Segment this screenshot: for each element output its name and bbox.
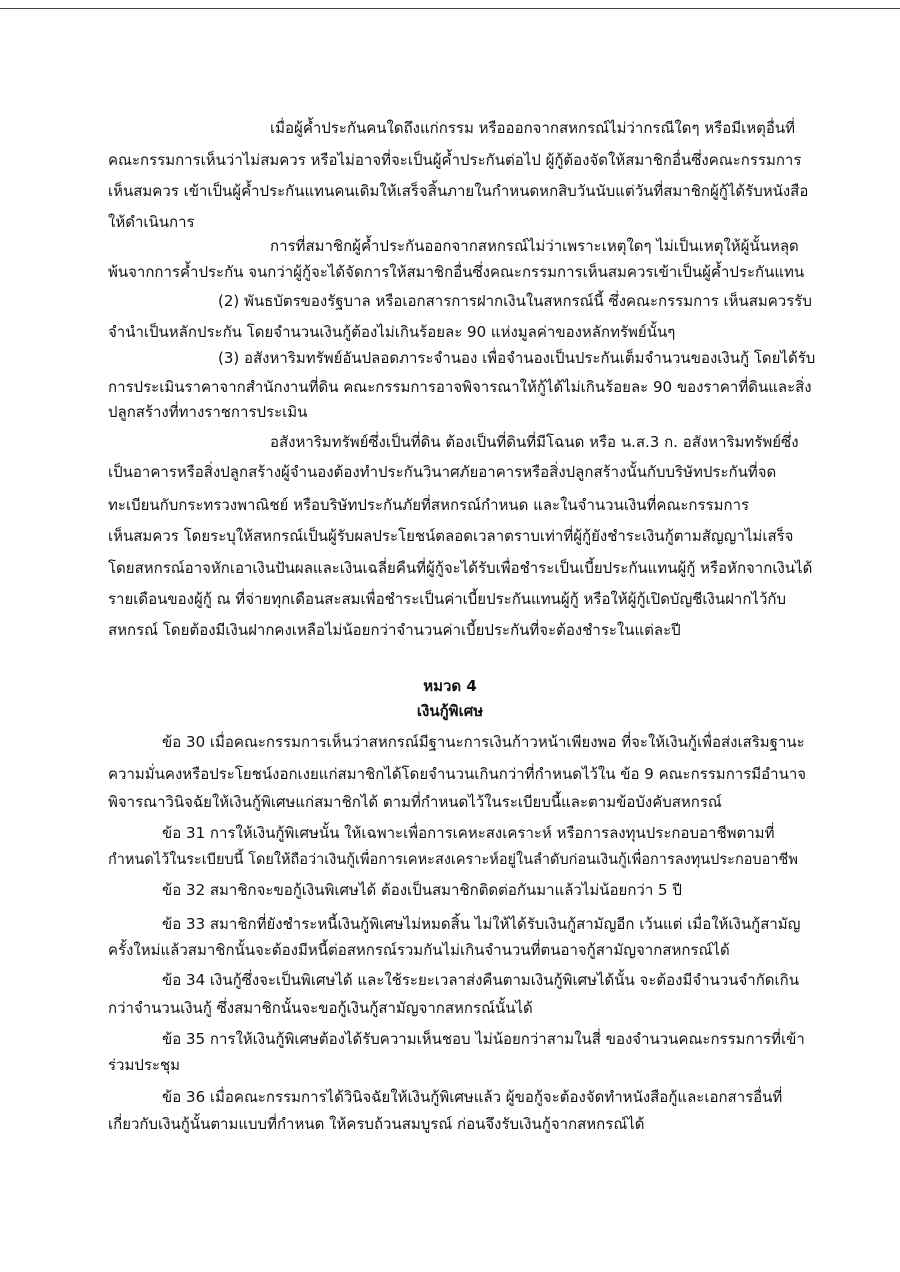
chapter-subtitle: เงินกู้พิเศษ bbox=[416, 702, 484, 720]
clause-36-line: ข้อ 36 เมื่อคณะกรรมการได้วินิจฉัยให้เงินกู้พิเศษแล้ว ผู้ขอกู้จะต้องจัดทำหนังสือกู้และเอกสารอื่นที่ bbox=[162, 1088, 783, 1106]
list-item-line: การประเมินราคาจากสำนักงานที่ดิน คณะกรรมการอาจพิจารณาให้กู้ได้ไม่เกินร้อยละ 90 ของราคาที่ดินและสิ่ง bbox=[108, 378, 812, 396]
clause-36-line: เกี่ยวกับเงินกู้นั้นตามแบบที่กำหนด ให้ครบถ้วนสมบูรณ์ ก่อนจึงรับเงินกู้จากสหกรณ์ได้ bbox=[108, 1115, 645, 1133]
body-text-line: เห็นสมควร โดยระบุให้สหกรณ์เป็นผู้รับผลประโยชน์ตลอดเวลาตราบเท่าที่ผู้กู้ยังชำระเงินกู้ตามสัญญาไม่เสร็จ bbox=[108, 527, 794, 545]
clause-34-line: ข้อ 34 เงินกู้ซึ่งจะเป็นพิเศษได้ และใช้ระยะเวลาส่งคืนตามเงินกู้พิเศษได้นั้น จะต้องมีจำนวนจำกัดเกิน bbox=[162, 971, 799, 989]
body-text-line: ทะเบียนกับกระทรวงพาณิชย์ หรือบริษัทประกันภัยที่สหกรณ์กำหนด และในจำนวนเงินที่คณะกรรมการ bbox=[108, 496, 750, 514]
body-text-line: โดยสหกรณ์อาจหักเอาเงินปันผลและเงินเฉลี่ยคืนที่ผู้กู้จะได้รับเพื่อชำระเป็นเบี้ยประกันแทนผู้กู้ หรือหักจากเงินได้ bbox=[108, 559, 813, 577]
list-item-line: ปลูกสร้างที่ทางราชการประเมิน bbox=[108, 403, 308, 421]
body-text-line: รายเดือนของผู้กู้ ณ ที่จ่ายทุกเดือนสะสมเพื่อชำระเป็นค่าเบี้ยประกันแทนผู้กู้ หรือให้ผู้กู้เปิดบัญชีเงินฝากไว้กับ bbox=[108, 590, 786, 608]
clause-35-line: ข้อ 35 การให้เงินกู้พิเศษต้องได้รับความเห็นชอบ ไม่น้อยกว่าสามในสี่ ของจำนวนคณะกรรมการที่เข้า bbox=[162, 1030, 805, 1048]
body-text-line: พ้นจากการค้ำประกัน จนกว่าผู้กู้จะได้จัดการให้สมาชิกอื่นซึ่งคณะกรรมการเห็นสมควรเข้าเป็นผู้ค้ำประกันแทน bbox=[108, 263, 805, 281]
clause-33-line: ข้อ 33 สมาชิกที่ยังชำระหนี้เงินกู้พิเศษไม่หมดสิ้น ไม่ให้ได้รับเงินกู้สามัญอีก เว้นแต่ เมื่อให้เงินกู้สามัญ bbox=[162, 915, 801, 933]
body-text-line: เมื่อผู้ค้ำประกันคนใดถึงแก่กรรม หรือออกจากสหกรณ์ไม่ว่ากรณีใดๆ หรือมีเหตุอื่นที่ bbox=[270, 119, 796, 137]
clause-30-line: พิจารณาวินิจฉัยให้เงินกู้พิเศษแก่สมาชิกได้ ตามที่กำหนดไว้ในระเบียบนี้และตามข้อบังคับสหกรณ์ bbox=[108, 793, 722, 811]
chapter-title: หมวด 4 bbox=[423, 677, 477, 695]
body-text-line: อสังหาริมทรัพย์ซึ่งเป็นที่ดิน ต้องเป็นที่ดินที่มีโฉนด หรือ น.ส.3 ก. อสังหาริมทรัพย์ซึ่ง bbox=[270, 433, 799, 451]
clause-31-line: กำหนดไว้ในระเบียบนี้ โดยให้ถือว่าเงินกู้เพื่อการเคหะสงเคราะห์อยู่ในลำดับก่อนเงินกู้เพื่อการลงทุนประกอบอาชีพ bbox=[108, 852, 798, 868]
clause-32-line: ข้อ 32 สมาชิกจะขอกู้เงินพิเศษได้ ต้องเป็นสมาชิกติดต่อกันมาแล้วไม่น้อยกว่า 5 ปี bbox=[162, 881, 682, 899]
clause-33-line: ครั้งใหม่แล้วสมาชิกนั้นจะต้องมีหนี้ต่อสหกรณ์รวมกันไม่เกินจำนวนที่ตนอาจกู้สามัญจากสหกรณ์ได้ bbox=[108, 941, 730, 959]
list-item-line: (2) พันธบัตรของรัฐบาล หรือเอกสารการฝากเงินในสหกรณ์นี้ ซึ่งคณะกรรมการ เห็นสมควรรับ bbox=[218, 292, 812, 310]
clause-31-line: ข้อ 31 การให้เงินกู้พิเศษนั้น ให้เฉพาะเพื่อการเคหะสงเคราะห์ หรือการลงทุนประกอบอาชีพตามที่ bbox=[162, 824, 775, 842]
clause-30-line: ความมั่นคงหรือประโยชน์งอกเงยแก่สมาชิกได้โดยจำนวนเกินกว่าที่กำหนดไว้ใน ข้อ 9 คณะกรรมการมีอำนาจ bbox=[108, 765, 807, 783]
clause-30-line: ข้อ 30 เมื่อคณะกรรมการเห็นว่าสหกรณ์มีฐานะการเงินก้าวหน้าเพียงพอ ที่จะให้เงินกู้เพื่อส่งเสริมฐานะ bbox=[162, 733, 805, 751]
clause-34-line: กว่าจำนวนเงินกู้ ซึ่งสมาชิกนั้นจะขอกู้เงินกู้สามัญจากสหกรณ์นั้นได้ bbox=[108, 999, 533, 1017]
list-item-line: (3) อสังหาริมทรัพย์อันปลอดภาระจำนอง เพื่อจำนองเป็นประกันเต็มจำนวนของเงินกู้ โดยได้รับ bbox=[218, 349, 816, 367]
body-text-line: สหกรณ์ โดยต้องมีเงินฝากคงเหลือไม่น้อยกว่าจำนวนค่าเบี้ยประกันที่จะต้องชำระในแต่ละปี bbox=[108, 621, 681, 639]
body-text-line: เห็นสมควร เข้าเป็นผู้ค้ำประกันแทนคนเดิมให้เสร็จสิ้นภายในกำหนดหกสิบวันนับแต่วันที่สมาชิกผู้กู้ได้รับหนังสือ bbox=[108, 182, 809, 200]
body-text-line: ให้ดำเนินการ bbox=[108, 213, 195, 231]
body-text-line: คณะกรรมการเห็นว่าไม่สมควร หรือไม่อาจที่จะเป็นผู้ค้ำประกันต่อไป ผู้กู้ต้องจัดให้สมาชิกอื่นซึ่งคณะกรรมการ bbox=[108, 151, 802, 169]
clause-35-line: ร่วมประชุม bbox=[108, 1056, 181, 1074]
body-text-line: การที่สมาชิกผู้ค้ำประกันออกจากสหกรณ์ไม่ว่าเพราะเหตุใดๆ ไม่เป็นเหตุให้ผู้นั้นหลุด bbox=[270, 237, 799, 255]
top-border-line bbox=[0, 8, 900, 9]
list-item-line: จำนำเป็นหลักประกัน โดยจำนวนเงินกู้ต้องไม่เกินร้อยละ 90 แห่งมูลค่าของหลักทรัพย์นั้นๆ bbox=[108, 323, 676, 341]
body-text-line: เป็นอาคารหรือสิ่งปลูกสร้างผู้จำนองต้องทำประกันวินาศภัยอาคารหรือสิ่งปลูกสร้างนั้นกับบริษัทประกันที่จด bbox=[108, 463, 777, 481]
